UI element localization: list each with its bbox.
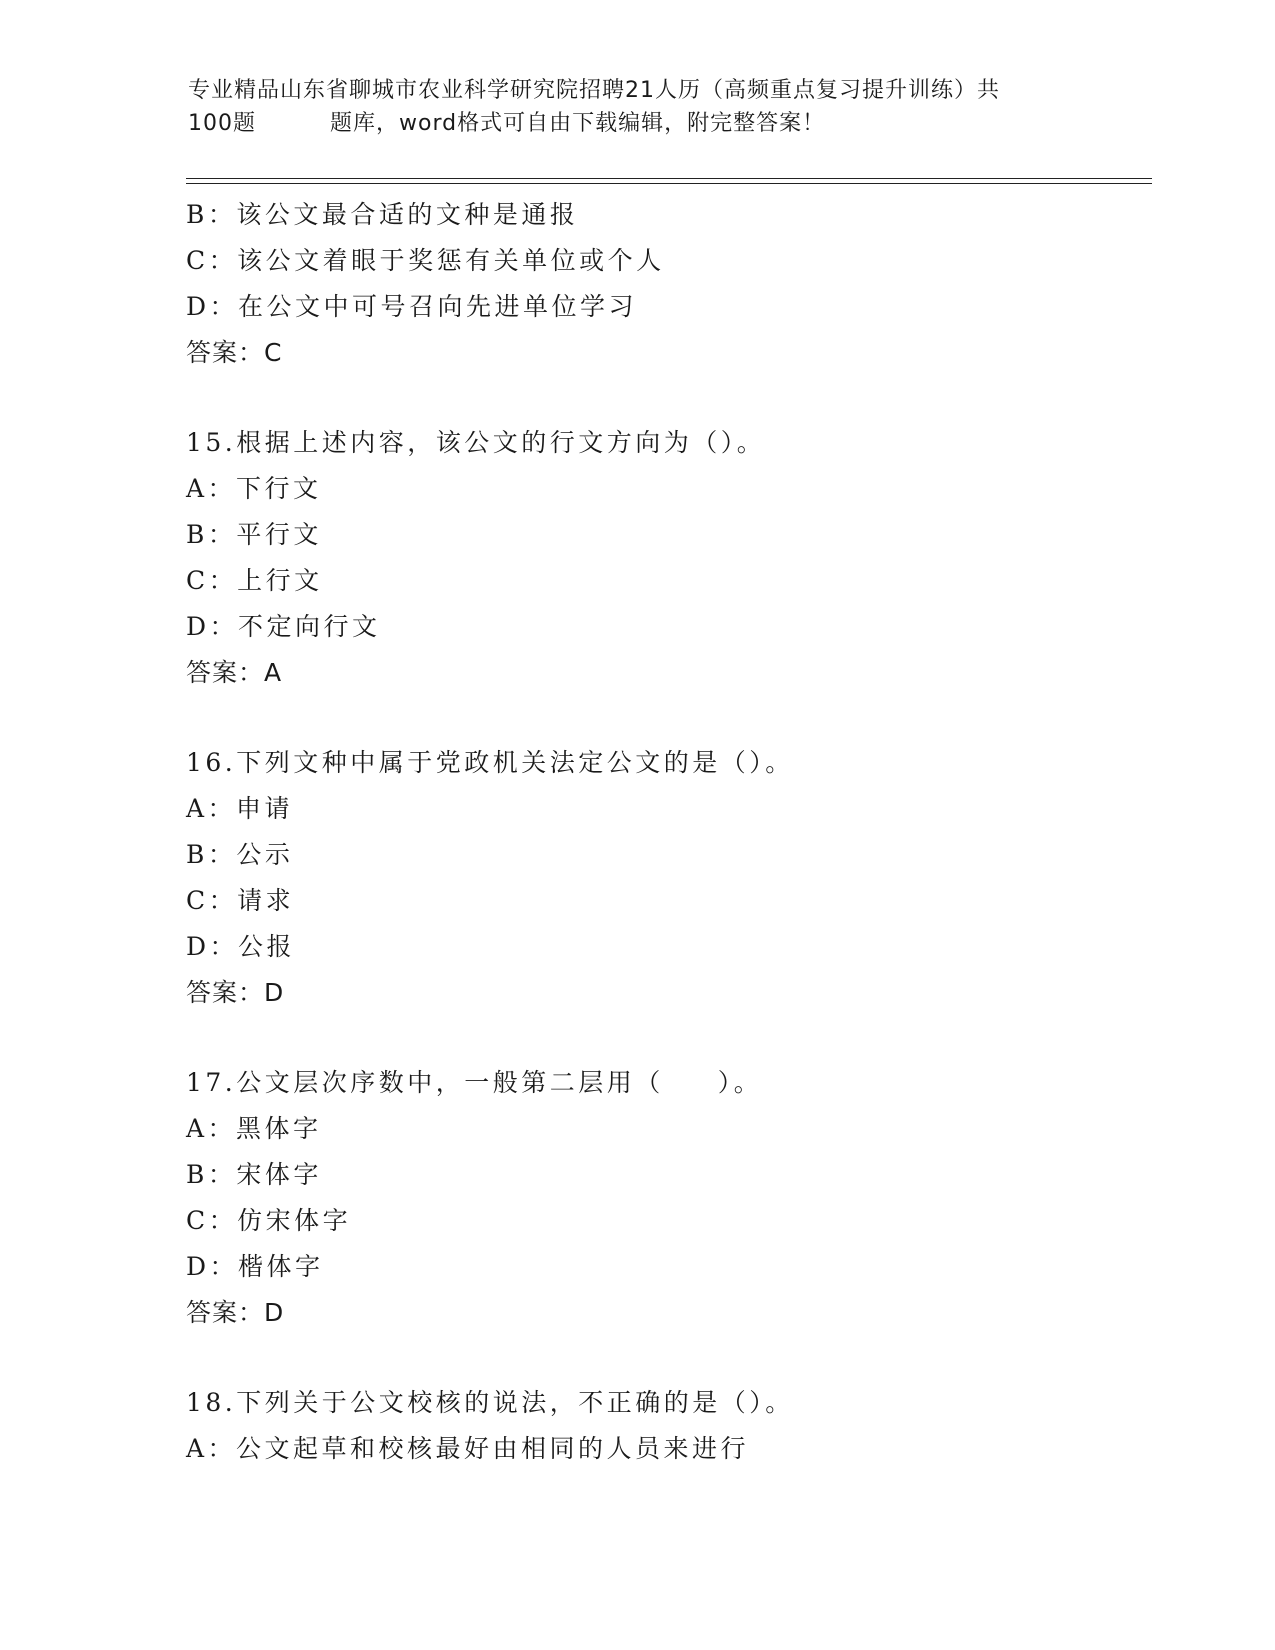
q15-option-c: C：上行文	[186, 566, 323, 595]
header-rule-top	[186, 178, 1152, 179]
q17-question	[186, 1060, 1146, 1106]
header-line-1: 专业精品山东省聊城市农业科学研究院招聘21人历（高频重点复习提升训练）共	[188, 78, 1000, 103]
q15-question: 15.根据上述内容，该公文的行文方向为（）。	[186, 428, 766, 457]
q17-option-a: A：黑体字	[186, 1114, 322, 1143]
q16-question: 16.下列文种中属于党政机关法定公文的是（）。	[186, 748, 794, 777]
q15-option-b: B：平行文	[186, 520, 322, 549]
q16-option-b: B：公示	[186, 840, 294, 869]
q16-option-a: A：申请	[186, 794, 294, 823]
q18-option-a: A：公文起草和校核最好由相同的人员来进行	[186, 1434, 750, 1463]
q14-answer: 答案：C	[186, 338, 283, 367]
q15-answer: 答案：A	[186, 658, 283, 687]
q15-option-a: A：下行文	[186, 474, 322, 503]
q17-option-c: C：仿宋体字	[186, 1206, 352, 1235]
header-count: 100题	[188, 111, 256, 136]
q14-option-c: C：该公文着眼于奖惩有关单位或个人	[186, 246, 665, 275]
q17-option-d: D：楷体字	[186, 1252, 324, 1281]
q16-answer: 答案：D	[186, 978, 285, 1007]
q17-answer: 答案：D	[186, 1298, 285, 1327]
q17-option-b: B：宋体字	[186, 1160, 322, 1189]
header-line-2	[188, 107, 1088, 140]
q15-option-d: D：不定向行文	[186, 612, 381, 641]
header-description: 题库，word格式可自由下载编辑，附完整答案！	[330, 111, 826, 136]
q17-question-end: ）。	[717, 1068, 763, 1097]
q14-option-d: D：在公文中可号召向先进单位学习	[186, 292, 638, 321]
q14-option-b: B：该公文最合适的文种是通报	[186, 200, 579, 229]
q18-question: 18.下列关于公文校核的说法，不正确的是（）。	[186, 1388, 794, 1417]
question-list	[186, 192, 1146, 1472]
q16-option-d: D：公报	[186, 932, 296, 961]
header-rule-bottom	[186, 183, 1152, 184]
q16-option-c: C：请求	[186, 886, 295, 915]
q17-question-start: 17.公文层次序数中，一般第二层用（	[186, 1068, 664, 1097]
document-header	[188, 74, 1088, 140]
